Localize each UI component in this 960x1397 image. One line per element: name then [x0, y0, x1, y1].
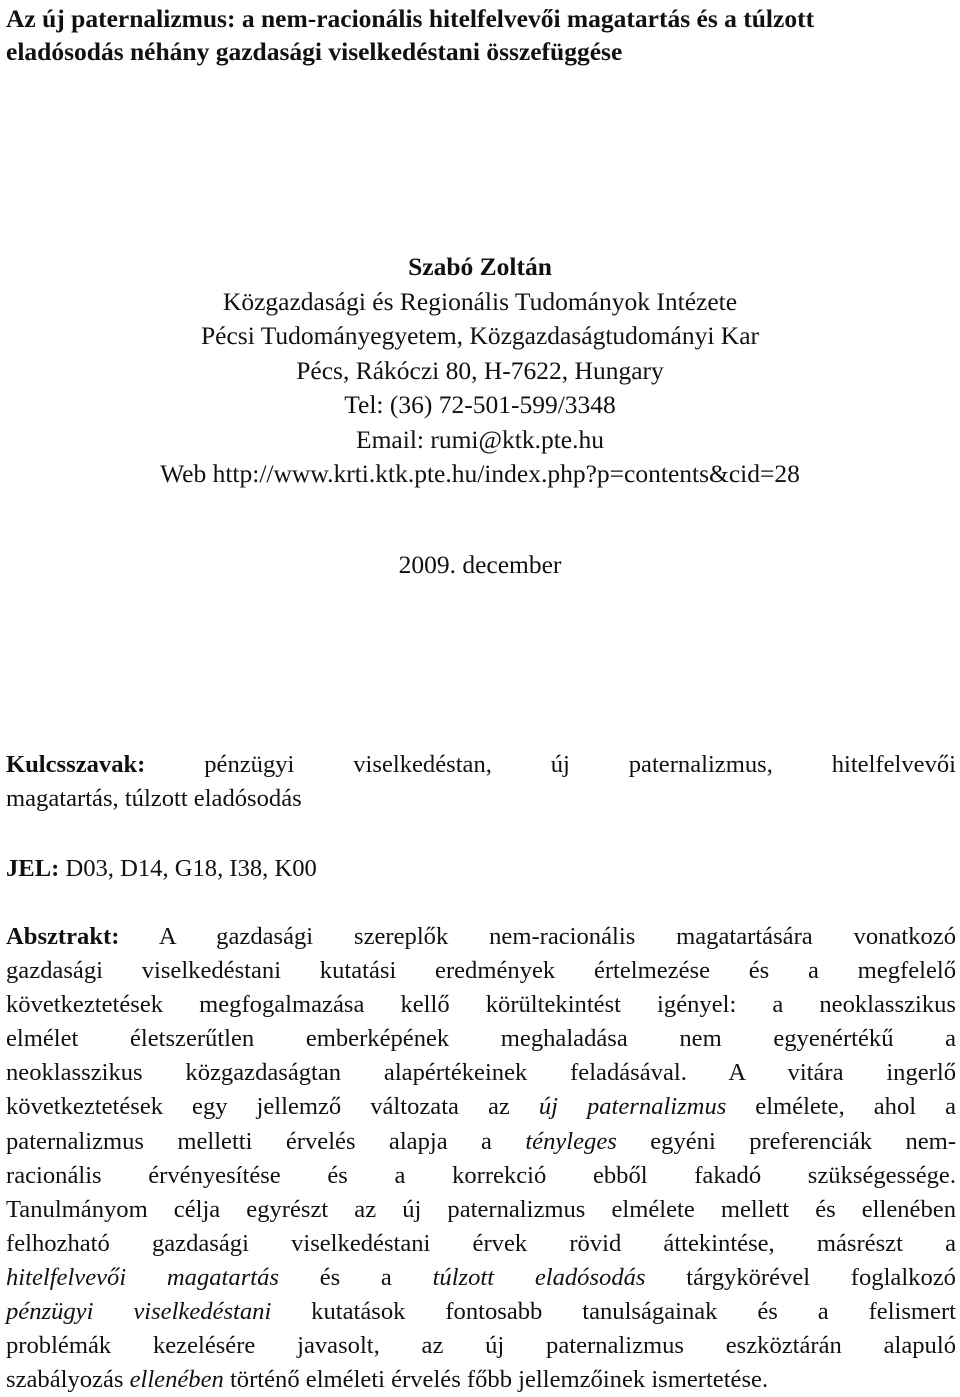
abstract-line: problémák kezelésére javasolt, az új paternalizmus eszköztárán alapuló — [6, 1332, 956, 1360]
abstract-text: paternalizmus melletti érvelés alapja a — [6, 1127, 526, 1155]
title-line: eladósodás néhány gazdasági viselkedéstani összefüggése — [6, 37, 623, 66]
paper-title — [6, 2, 956, 68]
author-email[interactable]: Email: rumi@ktk.pte.hu — [356, 424, 604, 454]
publication-date: 2009. december — [398, 550, 562, 579]
jel-codes: D03, D14, G18, I38, K00 — [59, 855, 317, 882]
abstract-line — [6, 1125, 956, 1159]
abstract-section — [6, 920, 956, 1397]
author-address: Pécs, Rákóczi 80, H-7622, Hungary — [296, 355, 664, 385]
abstract-emphasis: tényleges — [525, 1127, 617, 1155]
abstract-text: és a — [278, 1263, 433, 1291]
jel-label: JEL: — [6, 855, 60, 882]
author-institute: Közgazdasági és Regionális Tudományok Intézete — [222, 286, 738, 316]
abstract-line — [6, 1363, 956, 1397]
author-name: Szabó Zoltán — [408, 252, 552, 281]
abstract-text: történő elméleti érvelés főbb jellemzőinek ismertetése. — [223, 1366, 769, 1394]
keywords-section — [6, 748, 956, 816]
abstract-emphasis: túlzott eladósodás — [432, 1263, 646, 1291]
abstract-text: elmélete, ahol a — [726, 1093, 956, 1121]
author-web[interactable]: Web http://www.krti.ktk.pte.hu/index.php?p=contents&cid=28 — [160, 459, 800, 488]
abstract-emphasis: ellenében — [129, 1366, 224, 1394]
abstract-line: következtetések megfogalmazása kellő körültekintést igényel: a neoklasszikus — [6, 991, 956, 1019]
abstract-line: Tanulmányom célja egyrészt az új paternalizmus elmélete mellett és ellenében — [6, 1195, 956, 1223]
abstract-text: következtetések egy jellemző változata az — [6, 1093, 539, 1121]
abstract-line: gazdasági viselkedéstani kutatási eredmények értelmezése és a megfelelő — [6, 957, 956, 985]
author-block — [0, 250, 960, 492]
keywords-line: magatartás, túlzott eladósodás — [6, 785, 302, 813]
abstract-line: elmélet életszerűtlen emberképének meghaladása nem egyenértékű a — [6, 1025, 956, 1053]
abstract-line — [6, 1261, 956, 1295]
abstract-emphasis: hitelfelvevői magatartás — [6, 1263, 279, 1291]
abstract-emphasis: új paternalizmus — [538, 1093, 727, 1121]
keywords-line — [6, 748, 956, 782]
jel-line — [6, 852, 956, 886]
abstract-text: tárgykörével foglalkozó — [645, 1263, 956, 1291]
abstract-text: kutatások fontosabb tanulságainak és a felismert — [271, 1298, 956, 1326]
keywords-label: Kulcsszavak: — [6, 751, 146, 778]
abstract-line: felhozható gazdasági viselkedéstani érvek rövid áttekintése, másrészt a — [6, 1229, 956, 1257]
abstract-label: Absztrakt: — [6, 923, 120, 950]
abstract-text: egyéni preferenciák nem- — [616, 1127, 957, 1155]
abstract-text: szabályozás — [6, 1366, 130, 1394]
abstract-line — [6, 1090, 956, 1124]
abstract-emphasis: pénzügyi viselkedéstani — [6, 1298, 272, 1326]
jel-section — [6, 852, 956, 886]
author-phone: Tel: (36) 72-501-599/3348 — [344, 390, 616, 419]
abstract-line — [6, 1295, 956, 1329]
keywords-text: pénzügyi viselkedéstan, új paternalizmus, hitelfelvevői — [145, 751, 956, 778]
abstract-line: neoklasszikus közgazdaságtan alapértékeinek feladásával. A vitára ingerlő — [6, 1059, 956, 1087]
title-line: Az új paternalizmus: a nem-racionális hitelfelvevői magatartás és a túlzott — [6, 4, 815, 33]
abstract-text: A gazdasági szereplők nem-racionális magatartására vonatkozó — [119, 923, 956, 950]
abstract-line — [6, 920, 956, 954]
author-university: Pécsi Tudományegyetem, Közgazdaságtudományi Kar — [200, 321, 760, 350]
abstract-line: racionális érvényesítése és a korrekció ebből fakadó szükségessége. — [6, 1161, 956, 1189]
